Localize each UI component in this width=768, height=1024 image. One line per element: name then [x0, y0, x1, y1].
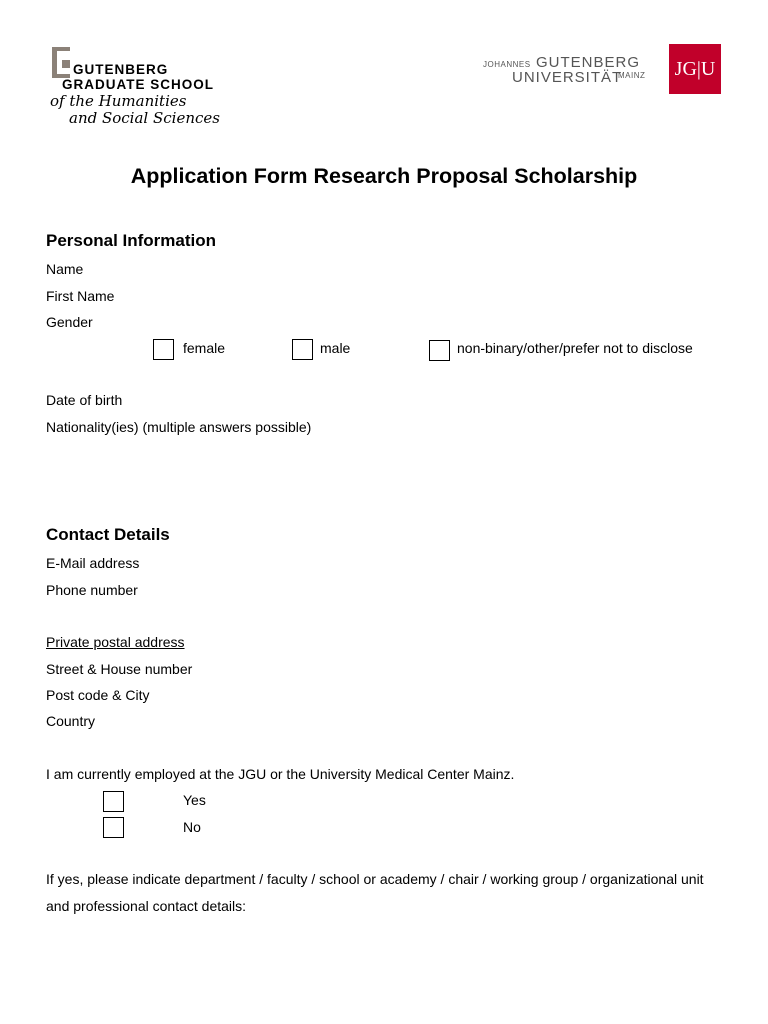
checkbox-female[interactable] — [153, 339, 174, 360]
label-postcode-city: Post code & City — [46, 687, 150, 703]
label-street: Street & House number — [46, 661, 193, 677]
graduate-school-logo-mark — [52, 47, 72, 78]
section-heading-personal: Personal Information — [46, 231, 217, 250]
checkbox-non-binary[interactable] — [429, 340, 450, 361]
label-country: Country — [46, 713, 96, 729]
page-title: Application Form Research Proposal Scholarship — [130, 164, 638, 188]
label-first-name: First Name — [46, 288, 115, 304]
logo-text-graduate-school: GRADUATE SCHOOL — [62, 77, 214, 92]
checkbox-employed-yes[interactable] — [103, 791, 124, 812]
checkbox-employed-no[interactable] — [103, 817, 124, 838]
checkbox-male[interactable] — [292, 339, 313, 360]
option-label-yes: Yes — [183, 792, 206, 808]
jgu-logo-badge: JG|U — [669, 44, 721, 94]
section-heading-contact: Contact Details — [46, 525, 170, 544]
option-label-male: male — [320, 340, 351, 356]
employment-question: I am currently employed at the JGU or the University Medical Center Mainz. — [46, 766, 515, 782]
logo-text-humanities: of the Humanities — [50, 92, 187, 110]
label-date-of-birth: Date of birth — [46, 392, 123, 408]
option-label-non-binary: non-binary/other/prefer not to disclose — [457, 340, 693, 356]
logo-text-johannes: JOHANNES — [483, 60, 531, 69]
label-nationality: Nationality(ies) (multiple answers possible) — [46, 419, 312, 435]
logo-text-gutenberg: GUTENBERG — [73, 62, 169, 77]
employment-followup-line1: If yes, please indicate department / faculty / school or academy / chair / working group / organizational unit — [46, 871, 704, 887]
label-phone: Phone number — [46, 582, 138, 598]
label-name: Name — [46, 261, 84, 277]
logo-text-mainz: MAINZ — [618, 71, 646, 80]
employment-followup-line2: and professional contact details: — [46, 898, 247, 914]
logo-text-social-sciences: and Social Sciences — [69, 109, 220, 127]
label-email: E-Mail address — [46, 555, 140, 571]
option-label-no: No — [183, 819, 201, 835]
logo-text-gutenberg-university: GUTENBERG — [536, 54, 641, 71]
logo-text-universitaet: UNIVERSITÄT — [512, 69, 623, 86]
label-gender: Gender — [46, 314, 93, 330]
option-label-female: female — [183, 340, 226, 356]
subheading-postal-address: Private postal address — [46, 634, 185, 650]
